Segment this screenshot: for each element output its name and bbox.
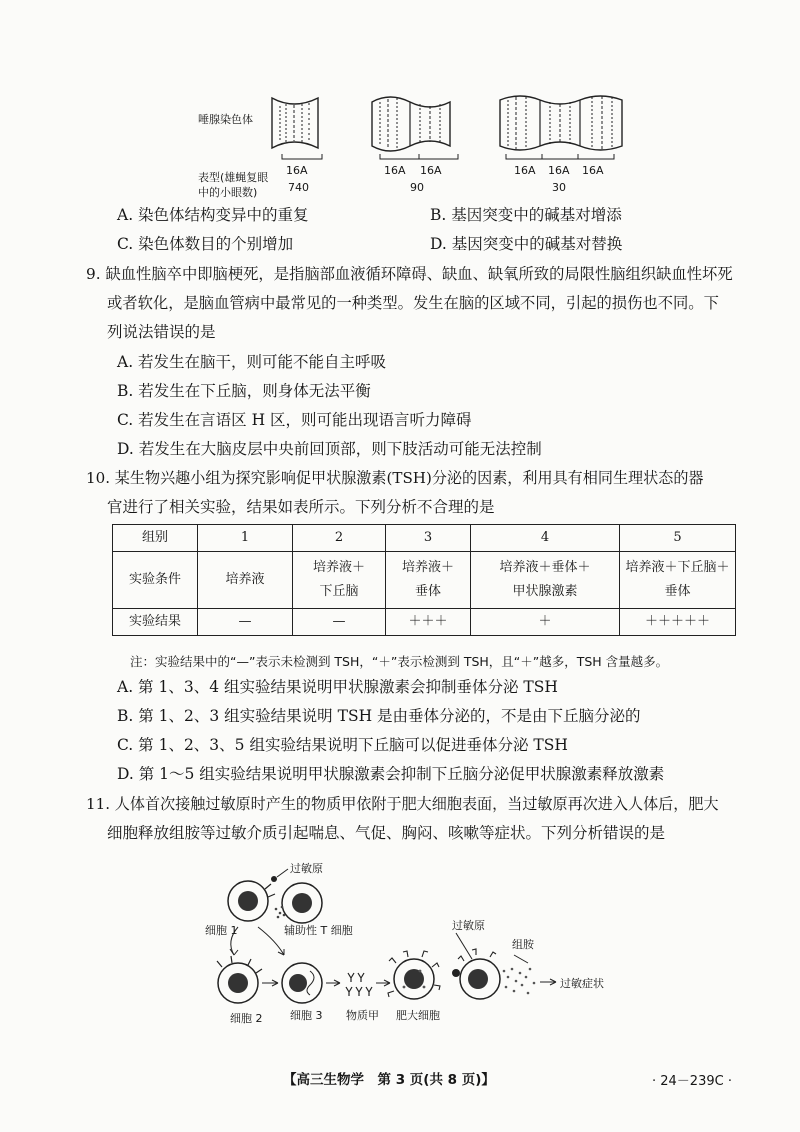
label-substance: 物质甲	[346, 1009, 379, 1022]
segment-brackets	[280, 153, 620, 163]
q10-stem-line2: 官进行了相关实验，结果如表所示。下列分析不合理的是	[107, 498, 495, 516]
table-cell-line: 培养液＋垂体＋	[499, 560, 591, 575]
panel-3-segment-3: 16A	[582, 164, 604, 177]
panel-1-segment: 16A	[286, 164, 308, 177]
q9-stem-line3: 列说法错误的是	[107, 323, 216, 341]
q8-option-d: D. 基因突变中的碱基对替换	[430, 235, 623, 253]
table-cell: 4	[471, 525, 620, 552]
label-cell-1: 细胞 1	[205, 924, 238, 937]
chromosome-panel-2	[372, 97, 450, 151]
table-cell: ＋＋＋＋＋	[620, 609, 736, 636]
q9-option-d: D. 若发生在大脑皮层中央前回顶部，则下肢活动可能无法控制	[117, 440, 542, 458]
panel-3-segment-2: 16A	[548, 164, 570, 177]
table-cell: 实验结果	[113, 609, 198, 636]
label-allergen-top: 过敏原	[290, 862, 323, 875]
footer-page-title: 【高三生物学 第 3 页(共 8 页)】	[283, 1072, 495, 1088]
phenotype-label-line2: 中的小眼数)	[198, 186, 258, 199]
label-cell-3: 细胞 3	[290, 1009, 323, 1022]
q9-option-a: A. 若发生在脑干，则可能不能自主呼吸	[117, 353, 387, 371]
label-cell-2: 细胞 2	[230, 1012, 263, 1025]
q10-option-d: D. 第 1～5 组实验结果说明甲状腺激素会抑制下丘脑分泌促甲状腺激素释放激素	[117, 765, 665, 783]
label-allergen-right: 过敏原	[452, 919, 485, 932]
table-cell: 组别	[113, 525, 198, 552]
table-cell: 5	[620, 525, 736, 552]
q10-stem-line1: 10. 某生物兴趣小组为探究影响促甲状腺激素(TSH)分泌的因素，利用具有相同生理状态的器	[86, 469, 704, 487]
table-cell	[471, 552, 620, 609]
panel-1-count: 740	[288, 181, 309, 194]
table-header-row	[113, 525, 736, 552]
table-cell-line: 培养液＋	[312, 560, 365, 575]
chromosome-panel-1	[272, 98, 318, 148]
table-cell	[386, 552, 471, 609]
table-cell-line: 下丘脑	[319, 584, 359, 599]
q9-stem-line2: 或者软化，是脑血管病中最常见的一种类型。发生在脑的区域不同，引起的损伤也不同。下	[107, 294, 719, 312]
table-cell: 3	[386, 525, 471, 552]
table-cell-line: 甲状腺激素	[512, 584, 578, 599]
label-symptom: 过敏症状	[560, 977, 604, 990]
table-cell-line: 垂体	[414, 584, 441, 599]
q8-option-b: B. 基因突变中的碱基对增添	[430, 206, 622, 224]
table-cell: 培养液＋下丘脑＋垂体	[620, 552, 736, 609]
phenotype-label-line1: 表型(雄蝇复眼	[198, 171, 269, 184]
panel-2-segment-2: 16A	[420, 164, 442, 177]
q9-stem-line1: 9. 缺血性脑卒中即脑梗死，是指脑部血液循环障碍、缺血、缺氧所致的局限性脑组织缺血性坏死	[86, 265, 733, 283]
q9-option-b: B. 若发生在下丘脑，则身体无法平衡	[117, 382, 371, 400]
table-cell: ＋＋＋	[386, 609, 471, 636]
table-note: 注：实验结果中的“—”表示未检测到 TSH，“＋”表示检测到 TSH，且“＋”越多，TSH 含量越多。	[130, 654, 669, 669]
substance-antibodies	[346, 973, 372, 996]
q10-option-b: B. 第 1、2、3 组实验结果说明 TSH 是由垂体分泌的，不是由下丘脑分泌的	[117, 707, 641, 725]
table-cell: 培养液	[198, 552, 293, 609]
chromosome-row-label: 唾腺染色体	[198, 113, 253, 126]
panel-2-segment-1: 16A	[384, 164, 406, 177]
chromosome-figure	[250, 90, 630, 160]
q8-option-a: A. 染色体结构变异中的重复	[117, 206, 309, 224]
table-cell	[293, 552, 386, 609]
q8-option-c: C. 染色体数目的个别增加	[117, 235, 294, 253]
q11-stem-line2: 细胞释放组胺等过敏介质引起喘息、气促、胸闷、咳嗽等症状。下列分析错误的是	[107, 824, 666, 842]
footer-exam-code: · 24－239C ·	[652, 1074, 732, 1089]
table-cell: ＋	[471, 609, 620, 636]
q9-option-c: C. 若发生在言语区 H 区，则可能出现语言听力障碍	[117, 411, 472, 429]
table-cell: —	[198, 609, 293, 636]
table-cell: —	[293, 609, 386, 636]
label-histamine: 组胺	[512, 938, 534, 951]
label-mast-cell: 肥大细胞	[396, 1009, 440, 1022]
panel-3-count: 30	[552, 181, 566, 194]
q10-option-c: C. 第 1、2、3、5 组实验结果说明下丘脑可以促进垂体分泌 TSH	[117, 736, 568, 754]
table-row	[113, 609, 736, 636]
table-cell: 1	[198, 525, 293, 552]
chromosome-panel-3	[500, 96, 622, 150]
table-row	[113, 552, 736, 609]
table-cell-line: 培养液＋	[401, 560, 454, 575]
histamine-particles	[503, 968, 536, 995]
panel-2-count: 90	[410, 181, 424, 194]
table-cell: 实验条件	[113, 552, 198, 609]
experiment-table	[112, 524, 736, 636]
q11-stem-line1: 11. 人体首次接触过敏原时产生的物质甲依附于肥大细胞表面，当过敏原再次进入人体后，肥大	[86, 795, 719, 813]
label-helper-t: 辅助性 T 细胞	[284, 924, 353, 937]
q10-option-a: A. 第 1、3、4 组实验结果说明甲状腺激素会抑制垂体分泌 TSH	[117, 678, 558, 696]
table-cell: 2	[293, 525, 386, 552]
panel-3-segment-1: 16A	[514, 164, 536, 177]
